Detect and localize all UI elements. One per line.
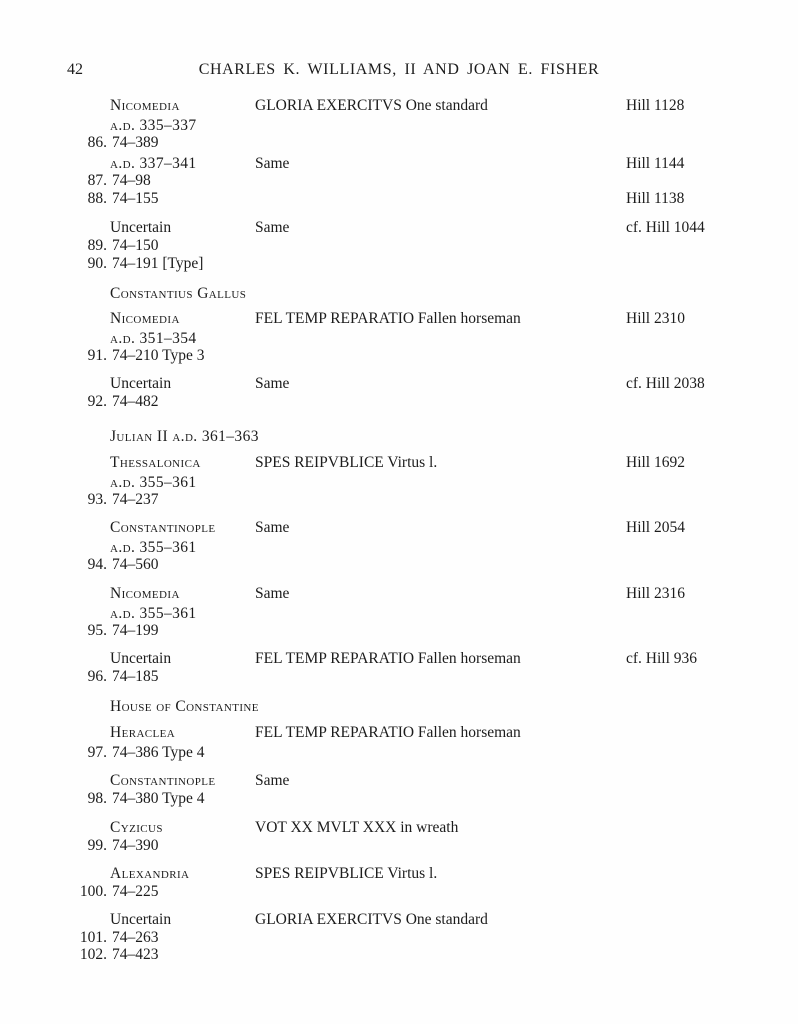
coin-type-description: FEL TEMP REPARATIO Fallen horseman — [255, 724, 521, 741]
catalog-row — [0, 155, 798, 173]
mint-name: Cyzicus — [110, 819, 163, 836]
catalog-number: 74–199 — [112, 622, 159, 639]
hill-reference: Hill 2054 — [626, 519, 685, 536]
catalog-number: 74–237 — [112, 491, 159, 508]
catalog-row — [0, 117, 798, 135]
catalog-number: 74–390 — [112, 837, 159, 854]
mint-name: Constantinople — [110, 519, 216, 536]
coin-type-description: FEL TEMP REPARATIO Fallen horseman — [255, 650, 521, 667]
catalog-row — [0, 819, 798, 837]
entry-number: 97. — [87, 744, 107, 761]
running-header-authors: CHARLES K. WILLIAMS, II AND JOAN E. FISHER — [198, 61, 600, 78]
hill-reference: Hill 1128 — [626, 97, 685, 114]
hill-reference: Hill 2310 — [626, 310, 685, 327]
catalog-number: 74–482 — [112, 393, 159, 410]
entry-number: 101. — [79, 929, 107, 946]
mint-name: Uncertain — [110, 219, 172, 236]
catalog-row — [0, 585, 798, 603]
entry-number: 92. — [87, 393, 107, 410]
catalog-row — [0, 744, 798, 762]
entry-number: 99. — [87, 837, 107, 854]
coin-type-description: GLORIA EXERCITVS One standard — [255, 97, 488, 114]
catalog-row — [0, 172, 798, 190]
catalog-row — [0, 622, 798, 640]
catalog-number: 74–185 — [112, 668, 159, 685]
catalog-row — [0, 330, 798, 348]
date-range: a.d. 355–361 — [110, 539, 197, 556]
catalog-row — [0, 911, 798, 929]
date-range: a.d. 355–361 — [110, 474, 197, 491]
coin-type-description: VOT XX MVLT XXX in wreath — [255, 819, 459, 836]
catalog-row — [0, 772, 798, 790]
catalog-row — [0, 650, 798, 668]
catalog-row — [0, 375, 798, 393]
catalog-row — [0, 219, 798, 237]
date-range: a.d. 351–354 — [110, 330, 197, 347]
catalog-row — [0, 790, 798, 808]
entry-number: 98. — [87, 790, 107, 807]
coin-type-description: Same — [255, 585, 290, 602]
catalog-number: 74–423 — [112, 946, 159, 963]
mint-name: Thessalonica — [110, 454, 201, 471]
hill-reference: cf. Hill 1044 — [626, 219, 705, 236]
catalog-row — [0, 865, 798, 883]
mint-name: Nicomedia — [110, 97, 180, 114]
mint-name: Uncertain — [110, 650, 172, 667]
catalog-row — [0, 946, 798, 964]
catalog-row — [0, 474, 798, 492]
entry-number: 102. — [79, 946, 107, 963]
entry-number: 100. — [79, 883, 107, 900]
mint-name: Nicomedia — [110, 310, 180, 327]
catalog-row — [0, 285, 798, 303]
entry-number: 95. — [87, 622, 107, 639]
catalog-row — [0, 134, 798, 152]
catalog-number: 74–150 — [112, 237, 159, 254]
catalog-row — [0, 237, 798, 255]
hill-reference: cf. Hill 936 — [626, 650, 698, 667]
coin-type-description: Same — [255, 519, 290, 536]
mint-name: Alexandria — [110, 865, 190, 882]
catalog-number: 74–380 Type 4 — [112, 790, 205, 807]
catalog-row — [0, 97, 798, 115]
catalog-number: 74–191 [Type] — [112, 255, 204, 272]
catalog-row — [0, 393, 798, 411]
date-range: a.d. 335–337 — [110, 117, 197, 134]
coin-type-description: FEL TEMP REPARATIO Fallen horseman — [255, 310, 521, 327]
coin-type-description: Same — [255, 375, 290, 392]
catalog-row — [0, 519, 798, 537]
catalog-row — [0, 929, 798, 947]
hill-reference: Hill 1144 — [626, 155, 685, 172]
section-heading: Julian II a.d. 361–363 — [110, 428, 259, 445]
entry-number: 86. — [87, 134, 107, 151]
catalog-number: 74–263 — [112, 929, 159, 946]
section-heading: House of Constantine — [110, 698, 259, 715]
catalog-row — [0, 698, 798, 716]
entry-number: 87. — [87, 172, 107, 189]
catalog-row — [0, 539, 798, 557]
entry-number: 90. — [87, 255, 107, 272]
catalog-row — [0, 428, 798, 446]
hill-reference: Hill 2316 — [626, 585, 685, 602]
hill-reference: cf. Hill 2038 — [626, 375, 705, 392]
catalog-row — [0, 347, 798, 365]
catalog-row — [0, 190, 798, 208]
catalog-number: 74–389 — [112, 134, 159, 151]
mint-name: Uncertain — [110, 375, 172, 392]
hill-reference: Hill 1692 — [626, 454, 685, 471]
catalog-number: 74–210 Type 3 — [112, 347, 205, 364]
coin-type-description: SPES REIPVBLICE Virtus l. — [255, 865, 438, 882]
catalog-row — [0, 255, 798, 273]
catalog-row — [0, 668, 798, 686]
hill-reference: Hill 1138 — [626, 190, 685, 207]
section-heading: Constantius Gallus — [110, 285, 247, 302]
coin-type-description: Same — [255, 219, 290, 236]
entry-number: 93. — [87, 491, 107, 508]
mint-name: Uncertain — [110, 911, 172, 928]
catalog-row — [0, 556, 798, 574]
coin-type-description: Same — [255, 155, 290, 172]
mint-name: Heraclea — [110, 724, 176, 741]
catalog-row — [0, 883, 798, 901]
date-range: a.d. 337–341 — [110, 155, 197, 172]
coin-type-description: GLORIA EXERCITVS One standard — [255, 911, 488, 928]
coin-type-description: SPES REIPVBLICE Virtus l. — [255, 454, 438, 471]
catalog-number: 74–225 — [112, 883, 159, 900]
catalog-number: 74–386 Type 4 — [112, 744, 205, 761]
catalog-row — [0, 724, 798, 742]
entry-number: 94. — [87, 556, 107, 573]
entry-number: 91. — [87, 347, 107, 364]
catalog-row — [0, 310, 798, 328]
date-range: a.d. 355–361 — [110, 605, 197, 622]
catalog-row — [0, 605, 798, 623]
page-number: 42 — [67, 61, 83, 78]
mint-name: Constantinople — [110, 772, 216, 789]
coin-type-description: Same — [255, 772, 290, 789]
mint-name: Nicomedia — [110, 585, 180, 602]
catalog-row — [0, 491, 798, 509]
catalog-number: 74–155 — [112, 190, 159, 207]
catalog-row — [0, 837, 798, 855]
catalog-number: 74–98 — [112, 172, 151, 189]
entry-number: 89. — [87, 237, 107, 254]
entry-number: 96. — [87, 668, 107, 685]
catalog-number: 74–560 — [112, 556, 159, 573]
entry-number: 88. — [87, 190, 107, 207]
catalog-row — [0, 454, 798, 472]
